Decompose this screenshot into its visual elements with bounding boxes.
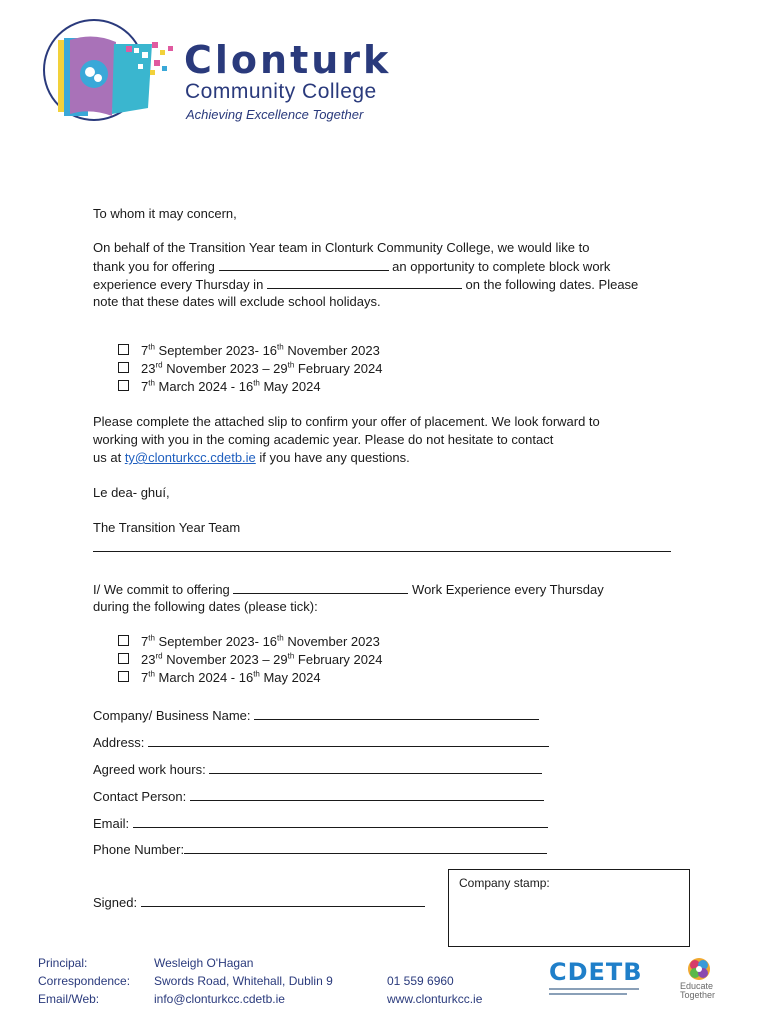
para1-line2-b: an opportunity to complete block work bbox=[392, 259, 611, 274]
para2-line3: us at ty@clonturkcc.cdetb.ie if you have any questions. bbox=[93, 450, 410, 465]
phone-number-input[interactable] bbox=[184, 840, 547, 854]
school-logo bbox=[38, 18, 418, 128]
greeting: To whom it may concern, bbox=[93, 206, 237, 221]
para1-line3 bbox=[93, 275, 638, 294]
contact-person-field[interactable]: Contact Person: bbox=[93, 787, 544, 806]
educate-together-emblem-icon bbox=[684, 956, 714, 982]
cdetb-logo: CDETB bbox=[549, 958, 644, 1002]
slip-date-3-checkbox-icon[interactable] bbox=[118, 671, 129, 682]
company-offering-blank bbox=[219, 257, 389, 271]
school-subtitle: Community College bbox=[185, 80, 377, 103]
slip-date-2-checkbox-icon[interactable] bbox=[118, 653, 129, 664]
cdetb-fineprint-icon-2 bbox=[549, 993, 627, 995]
company-stamp-box[interactable] bbox=[448, 869, 690, 947]
email-field[interactable]: Email: bbox=[93, 814, 548, 833]
work-hours-field[interactable]: Agreed work hours: bbox=[93, 760, 542, 779]
footer-correspondence-label: Correspondence: bbox=[38, 974, 131, 988]
para2-line2: working with you in the coming academic year. Please do not hesitate to contact bbox=[93, 432, 554, 447]
footer-web[interactable]: www.clonturkcc.ie bbox=[387, 992, 483, 1006]
para1-line2-a: thank you for offering bbox=[93, 259, 215, 274]
date-option-1: 7th September 2023- 16th November 2023 bbox=[118, 342, 380, 360]
date-3-checkbox-icon bbox=[118, 380, 129, 391]
date-option-2: 23rd November 2023 – 29th February 2024 bbox=[118, 360, 382, 378]
ty-email-link[interactable]: ty@clonturkcc.cdetb.ie bbox=[124, 450, 256, 465]
signed-field[interactable]: Signed: bbox=[93, 893, 425, 912]
date-2-checkbox-icon bbox=[118, 362, 129, 373]
para1-line3-a: experience every Thursday in bbox=[93, 277, 264, 292]
company-stamp-label: Company stamp: bbox=[459, 876, 550, 890]
slip-date-option-3[interactable]: 7th March 2024 - 16th May 2024 bbox=[118, 669, 321, 687]
footer-principal-label: Principal: bbox=[38, 956, 88, 970]
para1-line3-b: on the following dates. Please bbox=[465, 277, 639, 292]
department-blank bbox=[267, 275, 462, 289]
footer-address: Swords Road, Whitehall, Dublin 9 bbox=[154, 974, 333, 988]
slip-date-option-1[interactable]: 7th September 2023- 16th November 2023 bbox=[118, 633, 380, 651]
email-input[interactable] bbox=[133, 814, 548, 828]
work-hours-input[interactable] bbox=[209, 760, 542, 774]
commit-line1: I/ We commit to offering Work Experience every Thursday bbox=[93, 582, 604, 597]
date-1-checkbox-icon bbox=[118, 344, 129, 355]
commit-line2: during the following dates (please tick): bbox=[93, 599, 318, 614]
contact-person-input[interactable] bbox=[190, 787, 544, 801]
cdetb-fineprint-icon bbox=[549, 988, 639, 990]
school-name: Clonturk bbox=[184, 38, 392, 82]
para1-line4: note that these dates will exclude school holidays. bbox=[93, 294, 381, 309]
para2-line1: Please complete the attached slip to confirm your offer of placement. We look forward to bbox=[93, 414, 600, 429]
slip-date-1-checkbox-icon[interactable] bbox=[118, 635, 129, 646]
signature-input[interactable] bbox=[141, 893, 425, 907]
address-input[interactable] bbox=[148, 733, 549, 747]
para1-line2 bbox=[93, 257, 610, 276]
educate-together-logo: Educate Together bbox=[680, 956, 720, 1006]
company-name-input[interactable] bbox=[254, 706, 539, 720]
tear-off-divider bbox=[93, 551, 671, 552]
date-option-3: 7th March 2024 - 16th May 2024 bbox=[118, 378, 321, 396]
address-field[interactable]: Address: bbox=[93, 733, 549, 752]
signoff: The Transition Year Team bbox=[93, 520, 241, 535]
logo-emblem-icon bbox=[38, 18, 188, 128]
footer-email[interactable]: info@clonturkcc.cdetb.ie bbox=[154, 992, 285, 1006]
para1-line1: On behalf of the Transition Year team in Clonturk Community College, we would like to bbox=[93, 240, 590, 255]
school-tagline: Achieving Excellence Together bbox=[186, 107, 364, 122]
footer-principal-name: Wesleigh O'Hagan bbox=[154, 956, 254, 970]
closing: Le dea- ghuí, bbox=[93, 485, 170, 500]
footer-emailweb-label: Email/Web: bbox=[38, 992, 100, 1006]
company-name-field[interactable]: Company/ Business Name: bbox=[93, 706, 539, 725]
footer-phone: 01 559 6960 bbox=[387, 974, 454, 988]
slip-date-option-2[interactable]: 23rd November 2023 – 29th February 2024 bbox=[118, 651, 382, 669]
phone-number-field[interactable]: Phone Number: bbox=[93, 840, 547, 859]
commit-company-blank[interactable] bbox=[233, 580, 408, 594]
